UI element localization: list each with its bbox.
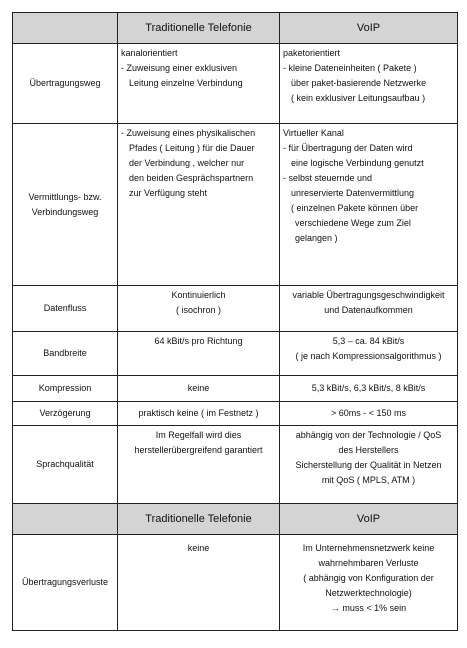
cell-line: und Datenaufkommen: [324, 305, 413, 315]
row-label: Sprachqualität: [13, 426, 118, 504]
row-label: Übertragungsverluste: [13, 535, 118, 631]
header-voip: VoIP: [280, 13, 458, 44]
cell-voip: [280, 44, 458, 124]
row-label: Übertragungsweg: [13, 44, 118, 124]
cell-line: keine: [187, 383, 210, 393]
cell-line: 5,3 – ca. 84 kBit/s: [332, 336, 405, 346]
row-label: Datenfluss: [13, 286, 118, 332]
row-kompression: [13, 376, 458, 402]
cell-voip: [280, 286, 458, 332]
row-vermittlungsweg: [13, 124, 458, 286]
cell-line: - für Übertragung der Daten wird: [283, 143, 413, 153]
cell-line: Im Regelfall wird dies: [155, 430, 242, 440]
cell-traditionelle: [118, 44, 280, 124]
cell-voip: [280, 332, 458, 376]
cell-line: des Herstellers: [338, 445, 399, 455]
cell-line: über paket-basierende Netzwerke: [291, 78, 427, 88]
cell-line: - Zuweisung eines physikalischen: [121, 128, 256, 138]
cell-line: unreservierte Datenvermittlung: [291, 188, 415, 198]
cell-line: ( abhängig von Konfiguration der: [303, 573, 434, 583]
row-uebertragungsweg: [13, 44, 458, 124]
cell-traditionelle: [118, 426, 280, 504]
cell-line: Netzwerktechnologie): [325, 588, 412, 598]
header-row: [13, 13, 458, 44]
cell-traditionelle: [118, 286, 280, 332]
cell-traditionelle: [118, 376, 280, 402]
cell-line: mit QoS ( MPLS, ATM ): [321, 475, 416, 485]
cell-voip: [280, 376, 458, 402]
cell-traditionelle: [118, 402, 280, 426]
header-row-2: [13, 504, 458, 535]
row-label-line: Vermittlungs- bzw.: [28, 191, 102, 202]
cell-line: - Zuweisung einer exklusiven: [121, 63, 238, 73]
cell-voip: [280, 426, 458, 504]
header-traditionelle-telefonie: Traditionelle Telefonie: [118, 13, 280, 44]
cell-line: den beiden Gesprächspartnern: [129, 173, 254, 183]
cell-line: wahrnehmbaren Verluste: [318, 558, 419, 568]
cell-line: der Verbindung , welcher nur: [129, 158, 245, 168]
cell-line: Leitung einzelne Verbindung: [129, 78, 243, 88]
cell-line: zur Verfügung steht: [129, 188, 208, 198]
cell-line: - selbst steuernde und: [283, 173, 373, 183]
row-uebertragungsverluste: [13, 535, 458, 631]
header-traditionelle-telefonie: Traditionelle Telefonie: [118, 504, 280, 535]
row-sprachqualitaet: [13, 426, 458, 504]
cell-line: verschiedene Wege zum Ziel: [295, 218, 411, 228]
cell-line: > 60ms - < 150 ms: [330, 408, 407, 418]
cell-line: ( kein exklusiver Leitungsaufbau ): [291, 93, 426, 103]
cell-line: → muss < 1% sein: [330, 603, 407, 613]
cell-line: 64 kBit/s pro Richtung: [154, 336, 243, 346]
header-voip: VoIP: [280, 504, 458, 535]
row-label: Verzögerung: [13, 402, 118, 426]
cell-line: herstellerübergreifend garantiert: [134, 445, 263, 455]
cell-line: Virtueller Kanal: [283, 128, 344, 138]
row-verzoegerung: [13, 402, 458, 426]
cell-line: eine logische Verbindung genutzt: [291, 158, 424, 168]
comparison-table: [12, 12, 458, 631]
cell-line: 5,3 kBit/s, 6,3 kBit/s, 8 kBit/s: [311, 383, 426, 393]
cell-traditionelle: [118, 535, 280, 631]
cell-line: praktisch keine ( im Festnetz ): [138, 408, 259, 418]
row-bandbreite: [13, 332, 458, 376]
row-label: Kompression: [13, 376, 118, 402]
cell-line: Kontinuierlich: [171, 290, 226, 300]
cell-line: Sicherstellung der Qualität in Netzen: [295, 460, 442, 470]
cell-line: ( isochron ): [175, 305, 221, 315]
cell-line: Pfades ( Leitung ) für die Dauer: [129, 143, 255, 153]
header-empty-cell: [13, 504, 118, 535]
row-label-line: Verbindungsweg: [31, 206, 99, 217]
cell-voip: [280, 402, 458, 426]
cell-traditionelle: [118, 332, 280, 376]
row-label: [13, 124, 118, 286]
cell-line: kanalorientiert: [121, 48, 178, 58]
cell-traditionelle: [118, 124, 280, 286]
cell-line: paketorientiert: [283, 48, 341, 58]
cell-voip: [280, 124, 458, 286]
cell-line: Im Unternehmensnetzwerk keine: [302, 543, 435, 553]
cell-line: ( einzelnen Pakete können über: [291, 203, 419, 213]
cell-line: - kleine Dateneinheiten ( Pakete ): [283, 63, 417, 73]
cell-line: abhängig von der Technologie / QoS: [295, 430, 442, 440]
cell-line: ( je nach Kompressionsalgorithmus ): [295, 351, 442, 361]
header-empty-cell: [13, 13, 118, 44]
cell-voip: [280, 535, 458, 631]
row-label: Bandbreite: [13, 332, 118, 376]
cell-line: gelangen ): [295, 233, 338, 243]
row-datenfluss: [13, 286, 458, 332]
cell-line: variable Übertragungsgeschwindigkeit: [292, 290, 445, 300]
cell-line: keine: [187, 543, 210, 553]
